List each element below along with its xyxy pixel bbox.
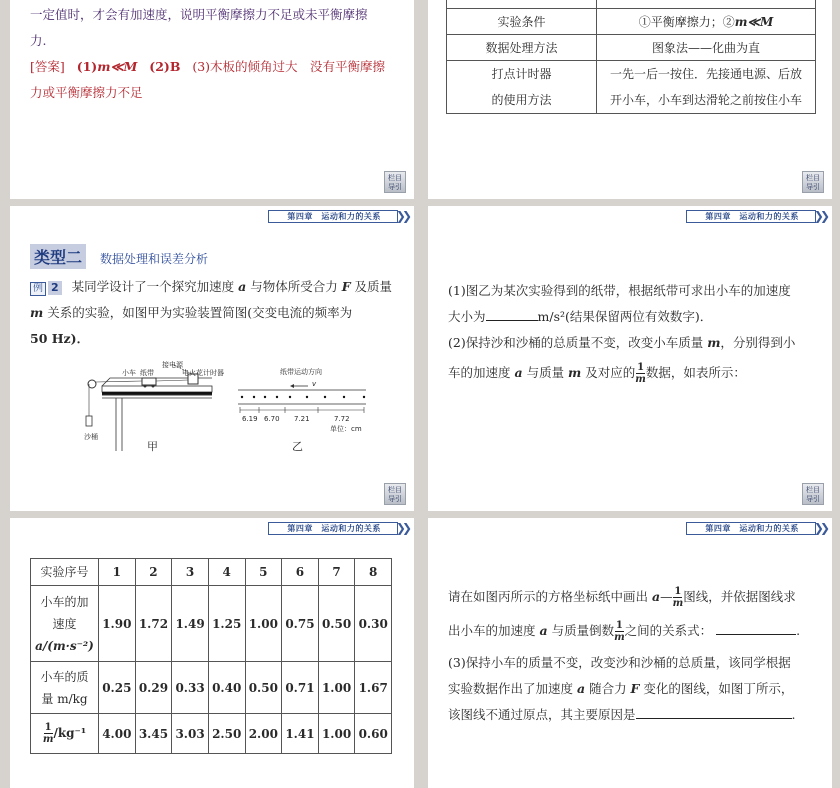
answer-1: (1): [76, 59, 98, 74]
answer-blank-reason[interactable]: [636, 705, 792, 719]
var-m: m: [568, 365, 582, 380]
chapter-tag[interactable]: [268, 521, 408, 535]
chapter-label: 第四章 运动和力的关系: [686, 522, 816, 535]
question-2-cont: [448, 580, 823, 648]
col-header: 4: [208, 559, 245, 586]
row-value: [597, 61, 816, 114]
section-nav-button[interactable]: [802, 171, 824, 193]
row-label: [447, 61, 597, 114]
var-F: F: [630, 681, 640, 696]
answer-label: [答案]: [30, 59, 65, 74]
double-chevron-icon: ❯❯: [395, 209, 408, 223]
q2-text: ，分别得到小: [720, 335, 796, 350]
table-cell: 1.41: [282, 714, 319, 754]
row-label: [31, 714, 99, 754]
label-power: 接电源: [162, 361, 183, 369]
unit-label: 单位：cm: [330, 425, 362, 433]
explanation-line-2: 力.: [30, 33, 47, 48]
slide-questions-2-3: [428, 518, 832, 788]
experiment-data-table: [30, 558, 392, 754]
q-text: 该图线不通过原点，其主要原因是: [448, 707, 636, 722]
answer-2: (2)B: [149, 59, 181, 74]
var-a: a: [514, 365, 523, 380]
table-cell: 0.33: [172, 662, 209, 714]
table-cell: 1.67: [355, 662, 392, 714]
fraction-one-over-m: [614, 620, 625, 643]
conditions-table: [446, 0, 816, 114]
table-row: [447, 35, 816, 61]
q-text: 出小车的加速度: [448, 623, 540, 638]
chapter-label: 第四章 运动和力的关系: [268, 210, 398, 223]
q-text: 请在如图丙所示的方格坐标纸中画出: [448, 589, 652, 604]
answer-1-expr: m≪M: [97, 59, 138, 74]
label-line: a/(m·s⁻²): [35, 638, 94, 653]
table-cell: [447, 0, 597, 9]
header-label: 实验序号: [31, 559, 99, 586]
figure-yi-caption: 乙: [292, 440, 303, 453]
col-header: 2: [135, 559, 172, 586]
answer-3: (3)木板的倾角过大 没有平衡摩擦: [192, 59, 386, 74]
frac-num: 1: [674, 586, 682, 597]
segment-3: 7.21: [294, 415, 310, 423]
col-header: 1: [99, 559, 136, 586]
frac-den: m: [614, 632, 625, 643]
segment-4: 7.72: [334, 415, 350, 423]
chapter-tag[interactable]: [686, 521, 826, 535]
label-line: 小车的质: [40, 669, 89, 684]
type-badge: 类型二: [30, 244, 86, 269]
q2-text: 车的加速度: [448, 365, 515, 380]
var-m: m: [707, 335, 721, 350]
section-nav-button[interactable]: [802, 483, 824, 505]
row-label: 数据处理方法: [447, 35, 597, 61]
answer-3-cont: 力或平衡摩擦力不足: [30, 85, 143, 100]
q-text: 图线，并依据图线求: [683, 589, 796, 604]
q2-text: 数据，如表所示：: [645, 365, 746, 380]
label-timer: 电火花计时器: [182, 369, 224, 377]
col-header: 7: [318, 559, 355, 586]
table-row: [447, 9, 816, 35]
slide-answer: [10, 0, 414, 199]
label-line: 的使用方法: [491, 93, 552, 107]
table-cell: 2.50: [208, 714, 245, 754]
double-chevron-icon: ❯❯: [395, 521, 408, 535]
example-number: 2: [48, 281, 62, 295]
problem-statement: [30, 274, 405, 352]
table-cell: 1.49: [172, 586, 209, 662]
table-cell: 0.71: [282, 662, 319, 714]
slide-questions-1-2: [428, 206, 832, 511]
question-3: [448, 650, 823, 728]
label-cart: 小车: [122, 369, 136, 377]
table-cell: 3.45: [135, 714, 172, 754]
col-header: 3: [172, 559, 209, 586]
slide-example-2: [10, 206, 414, 511]
table-cell: 1.00: [318, 662, 355, 714]
table-cell: 1.72: [135, 586, 172, 662]
frac-num: 1: [44, 722, 52, 733]
q-text: 之间的关系式：: [624, 623, 713, 638]
col-header: 6: [282, 559, 319, 586]
frac-den: m: [42, 734, 54, 745]
value-line: 一先一后一按住．先接通电源、后放: [609, 67, 802, 81]
col-header: 5: [245, 559, 282, 586]
q2-text: (2)保持沙和沙桶的总质量不变，改变小车质量: [448, 335, 708, 350]
frac-num: 1: [615, 620, 623, 631]
table-cell: 1.25: [208, 586, 245, 662]
double-chevron-icon: ❯❯: [813, 209, 826, 223]
table-cell: 0.50: [245, 662, 282, 714]
fraction-one-over-m: [673, 586, 684, 609]
table-cell: 1.00: [318, 714, 355, 754]
frac-num: 1: [637, 362, 645, 373]
q1-text: 大小为: [448, 309, 486, 324]
q-text: 随合力: [585, 681, 631, 696]
section-heading: [30, 244, 208, 269]
row-label: [31, 662, 99, 714]
nav-line-1: 栏目: [388, 486, 402, 494]
table-cell: 3.03: [172, 714, 209, 754]
explanation-line-1: 一定值时，才会有加速度，说明平衡摩擦力不足或未平衡摩擦: [30, 7, 368, 22]
label-line: 小车的加: [40, 594, 89, 609]
problem-text: 50 Hz)．: [30, 331, 90, 346]
q-text: .: [796, 623, 801, 638]
var-a: a: [651, 589, 661, 604]
table-cell: 1.00: [245, 586, 282, 662]
frac-den: m: [672, 598, 684, 609]
velocity-label: v: [312, 380, 317, 388]
figure-jia-caption: 甲: [147, 440, 158, 453]
nav-line-2: 导引: [806, 183, 820, 191]
slide-conditions-table: [428, 0, 832, 199]
problem-text: 某同学设计了一个探究加速度: [71, 279, 239, 294]
q2-text: 及对应的: [581, 365, 636, 380]
answer-blank-relation[interactable]: [716, 621, 796, 635]
section-nav-button[interactable]: [384, 483, 406, 505]
tape-direction-label: 纸带运动方向: [280, 368, 322, 376]
problem-text: 与物体所受合力: [246, 279, 342, 294]
nav-line-2: 导引: [388, 183, 402, 191]
var-a: a: [539, 623, 548, 638]
table-cell: 1.90: [99, 586, 136, 662]
example-badge: 例: [30, 282, 46, 296]
label-unit: /kg⁻¹: [53, 726, 87, 740]
label-line: 打点计时器: [491, 67, 552, 81]
row-value: [597, 9, 816, 35]
question-1: [448, 278, 826, 330]
table-cell: 2.00: [245, 714, 282, 754]
label-line: 量 m/kg: [41, 691, 88, 706]
table-row-acceleration: [31, 586, 392, 662]
q2-text: 与质量: [522, 365, 569, 380]
fraction-one-over-m: [635, 362, 646, 385]
table-cell: [597, 0, 816, 9]
table-cell: 0.50: [318, 586, 355, 662]
table-cell: 0.60: [355, 714, 392, 754]
col-header: 8: [355, 559, 392, 586]
var-a: a: [576, 681, 586, 696]
label-line: 速度: [52, 616, 77, 631]
segment-2: 6.70: [264, 415, 280, 423]
cond-text: ①平衡摩擦力；②: [638, 15, 735, 29]
nav-line-2: 导引: [806, 495, 820, 503]
table-cell: 0.29: [135, 662, 172, 714]
cond-expr: m≪M: [734, 15, 774, 29]
chapter-label: 第四章 运动和力的关系: [686, 210, 816, 223]
q-text: 实验数据作出了加速度: [448, 681, 577, 696]
q-text: .: [791, 707, 796, 722]
nav-line-1: 栏目: [806, 174, 820, 182]
fraction-one-over-m: [43, 722, 54, 745]
nav-line-1: 栏目: [388, 174, 402, 182]
q1-text: (1)图乙为某次实验得到的纸带，根据纸带可求出小车的加速度: [448, 283, 791, 298]
q-text: 变化的图线，如图丁所示，: [639, 681, 794, 696]
table-row-inverse-mass: [31, 714, 392, 754]
question-2: [448, 330, 826, 390]
answer-blank-1[interactable]: [486, 307, 538, 321]
figure-jia-apparatus: [80, 356, 224, 451]
nav-line-1: 栏目: [806, 486, 820, 494]
double-chevron-icon: ❯❯: [813, 521, 826, 535]
type-subtitle: 数据处理和误差分析: [100, 252, 209, 266]
q2-line-2: [448, 362, 746, 385]
slide-data-table: [10, 518, 414, 788]
q-text: (3)保持小车的质量不变，改变沙和沙桶的总质量，该同学根据: [448, 655, 791, 670]
q-text: 与质量倒数: [547, 623, 615, 638]
var-F: F: [341, 279, 351, 294]
table-row: [447, 61, 816, 114]
frac-den: m: [635, 374, 646, 385]
q1-text: m/s²(结果保留两位有效数字)．: [537, 309, 713, 324]
chapter-tag[interactable]: [268, 209, 408, 223]
chapter-label: 第四章 运动和力的关系: [268, 522, 398, 535]
segment-1: 6.19: [242, 415, 258, 423]
var-a: a: [238, 279, 247, 294]
problem-text: 关系的实验，如图甲为实验装置简图(交变电流的频率为: [43, 305, 353, 320]
q-text: —: [660, 589, 673, 604]
table-header-row: [31, 559, 392, 586]
problem-text: 及质量: [350, 279, 393, 294]
row-label: [31, 586, 99, 662]
value-line: 开小车，小车到达滑轮之前按住小车: [609, 93, 802, 107]
table-cell: 0.30: [355, 586, 392, 662]
table-cell: 0.75: [282, 586, 319, 662]
var-m: m: [30, 305, 44, 320]
nav-line-2: 导引: [388, 495, 402, 503]
label-bucket: 沙桶: [84, 433, 98, 441]
table-row-mass: [31, 662, 392, 714]
row-value: 图象法——化曲为直: [597, 35, 816, 61]
table-cell: 4.00: [99, 714, 136, 754]
answer-text: [30, 54, 405, 106]
row-label: 实验条件: [447, 9, 597, 35]
label-tape: 纸带: [140, 369, 154, 377]
table-cell: 0.25: [99, 662, 136, 714]
chapter-tag[interactable]: [686, 209, 826, 223]
table-cell: 0.40: [208, 662, 245, 714]
section-nav-button[interactable]: [384, 171, 406, 193]
explanation-text: [30, 2, 405, 54]
